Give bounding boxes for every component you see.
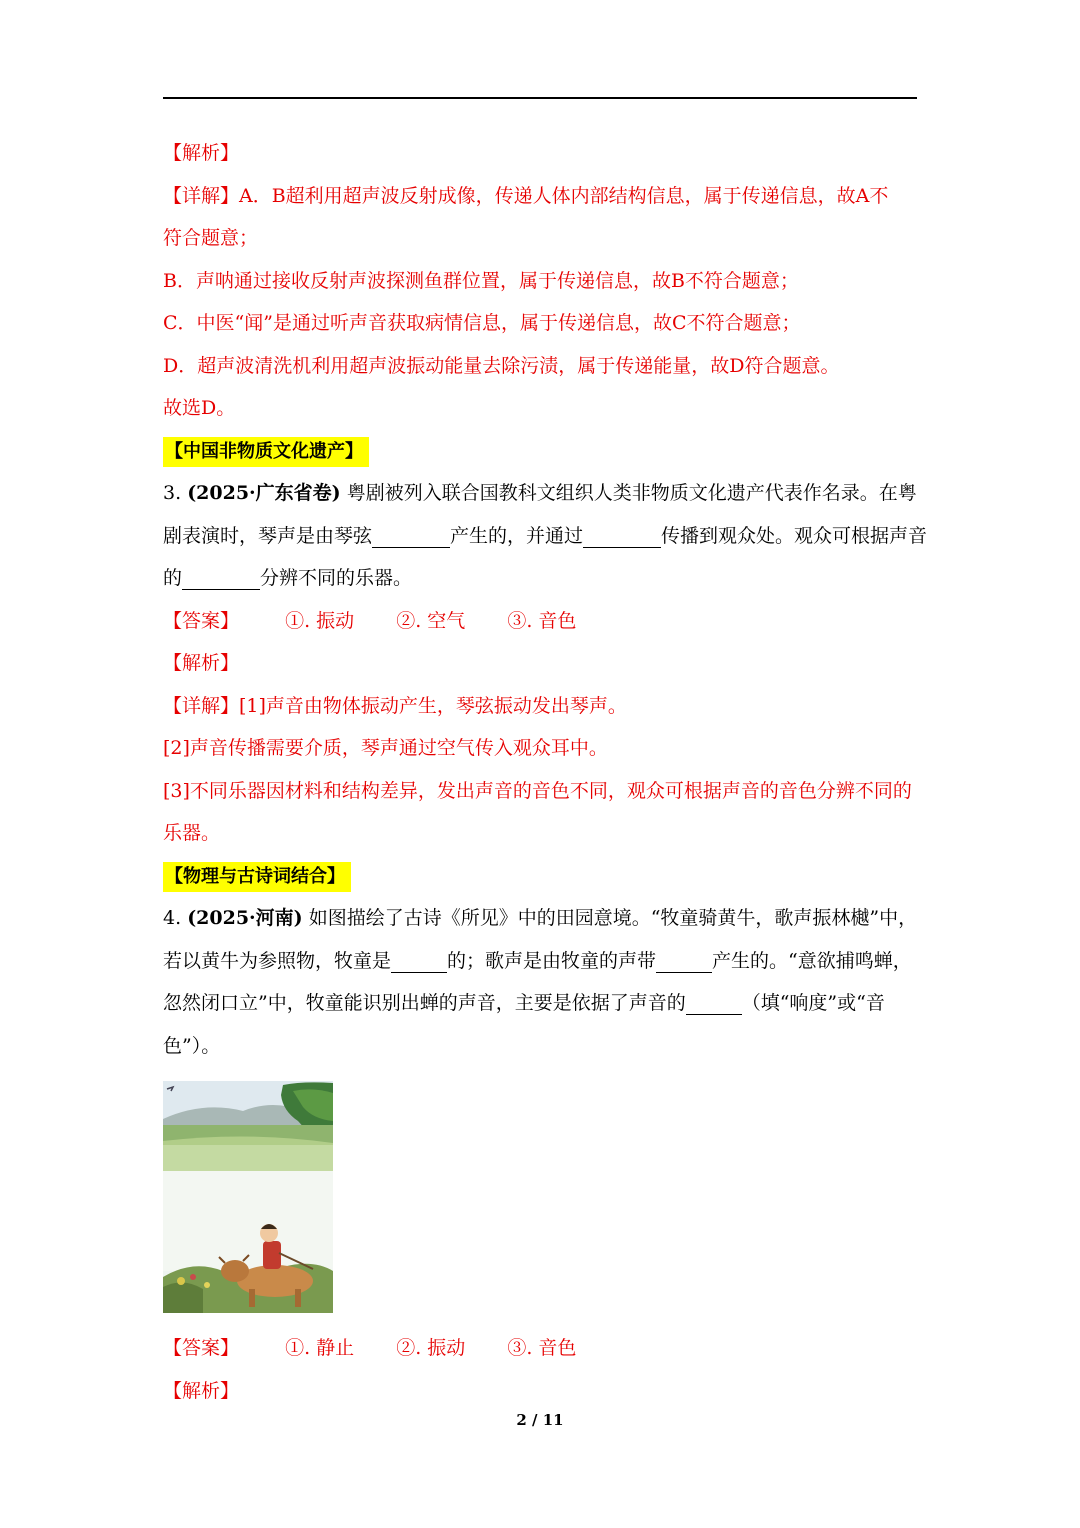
q4-text-2a: 若以黄牛为参照物，牧童是 [163,949,392,972]
explain-b: B．声呐通过接收反射声波探测鱼群位置，属于传递信息，故B不符合题意； [163,269,799,292]
choose-answer: 故选D。 [163,397,236,419]
q4-text-2b: 的；歌声是由牧童的声带 [447,949,657,972]
q3-text-2a: 剧表演时，琴声是由琴弦 [163,524,373,547]
q4-text-1: 如图描绘了古诗《所见》中的田园意境。“牧童骑黄牛，歌声振林樾”中， [308,907,918,929]
q4-answer-2: ②. 振动 [396,1337,466,1359]
jiexi-label-1: 【解析】 [163,142,240,164]
section-tag-1-row [163,430,917,473]
q3-line-2 [163,515,928,558]
explain-d: D．超声波清洗机利用超声波振动能量去除污渍，属于传递能量，故D符合题意。 [163,354,840,377]
q3-text-1: 粤剧被列入联合国教科文组织人类非物质文化遗产代表作名录。在粤 [346,482,917,504]
q3-text-2b: 产生的，并通过 [450,524,584,547]
section-tag-poetry: 【物理与古诗词结合】 [163,862,351,892]
q3-text-2c: 传播到观众处。观众可根据声音 [661,524,928,547]
q4-number: 4. [163,907,182,929]
q3-blank-2 [583,525,661,548]
q4-answer-3: ③. 音色 [507,1337,577,1359]
xiangjie-2: 【详解】[1]声音由物体振动产生，琴弦振动发出琴声。 [163,694,627,717]
explain-c: C．中医“闻”是通过听声音获取病情信息，属于传递信息，故C不符合题意； [163,312,801,334]
q3-text-3b: 分辨不同的乐器。 [260,567,413,589]
q3-blank-3 [182,567,260,590]
q3-answer-row [163,600,917,643]
q4-source: (2025·河南) [187,907,303,929]
q3-answer-1: ①. 振动 [285,609,355,632]
jiexi-label-2: 【解析】 [163,652,240,674]
xiangjie-1a: 【详解】A．B超利用超声波反射成像，传递人体内部结构信息，属于传递信息，故A不 [163,184,889,207]
q3-answer-2: ②. 空气 [396,609,466,632]
q3-source: (2025·广东省卷) [187,482,341,504]
q4-text-3a: 忽然闭口立”中，牧童能识别出蝉的声音，主要是依据了声音的 [163,992,686,1014]
q4-line-1 [163,897,917,940]
xiangjie-1b: 符合题意； [163,227,259,249]
q4-text-3b: （填“响度”或“音 [741,992,885,1014]
answer-label-2: 【答案】 [163,1337,240,1359]
page-number: 2 / 11 [516,1411,564,1429]
q4-text-2c: 产生的。“意欲捕鸣蝉， [712,949,912,972]
q3-answer-3: ③. 音色 [507,609,577,632]
answer-label: 【答案】 [163,609,240,632]
q4-answer-1: ①. 静止 [285,1337,355,1359]
q3-number: 3. [163,482,182,504]
q4-blank-1 [391,950,447,973]
q3-explain-3a: [3]不同乐器因材料和结构差异，发出声音的音色不同，观众可根据声音的音色分辨不同的 [163,779,912,802]
q4-line-4: 色”）。 [163,1034,221,1057]
q3-explain-3b: 乐器。 [163,822,221,844]
cowherd-illustration [163,1081,333,1313]
q4-blank-2 [656,950,712,973]
q3-text-3a: 的 [163,567,183,589]
q4-answer-row [163,1327,917,1370]
header-rule [163,97,917,99]
q3-blank-1 [372,525,450,548]
q3-line-3 [163,557,917,600]
section-tag-2-row [163,855,917,898]
page-content [163,132,928,1412]
section-tag-heritage: 【中国非物质文化遗产】 [163,437,369,467]
q3-line-1 [163,472,917,515]
jiexi-label-3: 【解析】 [163,1379,240,1402]
q3-explain-2: [2]声音传播需要介质，琴声通过空气传入观众耳中。 [163,737,608,759]
q4-blank-3 [686,992,742,1015]
q4-line-2 [163,940,917,983]
q4-line-3 [163,982,917,1025]
